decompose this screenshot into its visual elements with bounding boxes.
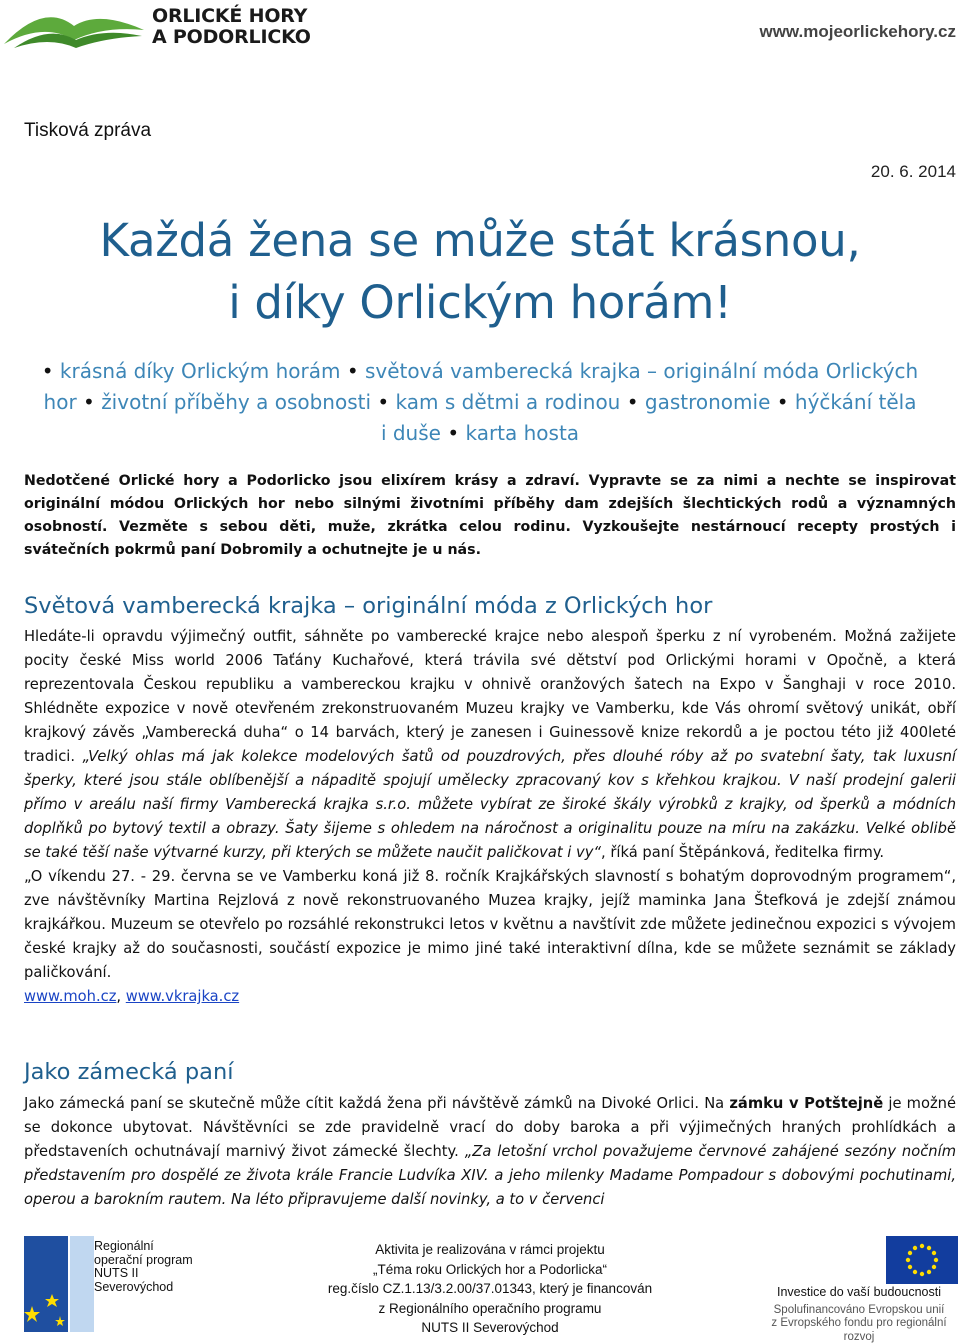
- bullet-icon: •: [346, 359, 359, 383]
- link-vkrajka[interactable]: www.vkrajka.cz: [125, 988, 240, 1005]
- project-info: Aktivita je realizována v rámci projektu „Téma roku Orlických hor a Podorlicka“ reg.číslo CZ.1.13/3.2.00/37.01343, který je financován z Regionálního operačního programu NUTS II Severovýchod: [327, 1242, 653, 1335]
- bullet-icon: •: [377, 390, 390, 414]
- document-type: Tisková zpráva: [24, 120, 152, 141]
- section-body-castle: [24, 1092, 956, 1212]
- title-line-2: i díky Orlickým horám!: [228, 276, 732, 329]
- castle-name: zámku v Potštejně: [729, 1095, 884, 1112]
- link-moh[interactable]: www.moh.cz: [24, 988, 117, 1005]
- lace-quote: „Velký ohlas má jak kolekce modelových šatů od pouzdrových, přes dlouhé róby až po svatební šaty, tak luxusní šperky, které jsou stále oblíbenější a nápaditě spojují umělecky zpracovaný kov s křehkou krajkou. V naší prodejní galerii přímo v areálu naší firmy Vamberecká krajka s.r.o. můžete vybírat ze široké škály výrobků z krajky, od šperků a módních doplňků po bytový textil a obrazy. Šaty šijeme s ohledem na náročnost a originalitu pouze na míru na zakázku. Velké oblibě se také těší naše výtvarné kurzy, při kterých se můžete naučit paličkovat i vy“: [24, 748, 956, 861]
- document-date: 20. 6. 2014: [870, 162, 956, 181]
- bullet-icon: •: [447, 421, 460, 445]
- title-line-1: Každá žena se může stát krásnou,: [99, 214, 861, 267]
- section-body-lace: [24, 625, 956, 1009]
- mountain-logo-icon: [4, 4, 149, 52]
- topic-item: světová vamberecká krajka – originální móda Orlických hor: [43, 359, 919, 414]
- rop-text: Regionální operační program NUTS II Severovýchod: [94, 1239, 193, 1294]
- topic-item: životní příběhy a osobnosti: [101, 390, 372, 414]
- site-url[interactable]: www.mojeorlickehory.cz: [759, 22, 956, 41]
- section-heading-castle: Jako zámecká paní: [24, 1059, 234, 1085]
- logo-wordmark: [152, 6, 311, 48]
- castle-quote: „Za letošní vrchol považujeme červnové zahájené sezóny nočním představením pro dospělé ze života krále Francie Ludvíka XIV. a jeho milenky Madame Pompadour s dobovými pochutinami, operou a barokním rautem. Na léto připravujeme další novinky, a to v červenci: [24, 1143, 957, 1208]
- section-heading-lace: Světová vamberecká krajka – originální móda z Orlických hor: [24, 593, 713, 619]
- topic-item: hýčkání těla i duše: [380, 390, 917, 445]
- bullet-icon: •: [776, 390, 789, 414]
- eu-flag-icon: [886, 1236, 958, 1284]
- topic-item: karta hosta: [465, 421, 580, 445]
- logo-line-1: ORLICKÉ HORY: [152, 5, 308, 27]
- topic-list: [40, 356, 920, 449]
- topic-item: kam s dětmi a rodinou: [395, 390, 621, 414]
- lace-links: www.moh.cz, www.vkrajka.cz: [24, 988, 240, 1005]
- logo-line-2: A PODORLICKO: [152, 26, 311, 48]
- page-title: [0, 210, 960, 334]
- rop-logo: [24, 1236, 204, 1332]
- topic-item: gastronomie: [644, 390, 771, 414]
- topic-item: krásná díky Orlickým horám: [59, 359, 341, 383]
- lace-paragraph-1: Hledáte-li opravdu výjimečný outfit, sáhněte po vamberecké krajce nebo alespoň šperku z ní vyrobeném. Možná zažijete pocity české Miss world 2006 Taťány Kuchařové, která trávila své dětství pod Orlickými horami v Opočně, a která reprezentovala Českou republiku a vambereckou krajku v ohnivě oranžových šatech na Expo v Šanghaji v roce 2010. Shlédněte expozice v nově otevřeném zrekonstruovaném Muzeu krajky ve Vamberku, kde Vás ohromí světový unikát, obří krajkový závěs „Vamberecká duha“ o 14 barvách, který je zanesen i Guinessově knize rekordů a je poctou této již 400leté tradici. „Velký ohlas má jak kolekce modelových šatů od pouzdrových, přes dlouhé róby až po svatební šaty, tak luxusní šperky, které jsou stále oblíbenější a nápaditě spojují umělecky zpracovaný kov s křehkou krajkou. V naší prodejní galerii přímo v areálu naší firmy Vamberecká krajka s.r.o. můžete vybírat ze široké škály výrobků z krajky, od šperků a módních doplňků po bytový textil a obrazy. Šaty šijeme s ohledem na náročnost a originalitu pouze na míru na zakázku. Velké oblibě se také těší naše výtvarné kurzy, při kterých se můžete naučit paličkovat i vy“, říká paní Štěpánková, ředitelka firmy.: [24, 628, 956, 861]
- bullet-icon: •: [83, 390, 95, 414]
- castle-paragraph-1: Jako zámecká paní se skutečně může cítit každá žena při návštěvě zámků na Divoké Orlici. Na zámku v Potštejně je možné se dokonce ubytovat. Návštěvníci se zde pravidelně vrací do doby baroka a při výjimečných hraných prohlídkách a představeních ochutnávají marnivý život zámecké šlechty. „Za letošní vrchol považujeme červnové zahájené sezóny nočním představením pro dospělé ze života krále Francie Ludvíka XIV. a jeho milenky Madame Pompadour s dobovými pochutinami, operou a barokním rautem. Na léto připravujeme další novinky, a to v červenci: [24, 1095, 957, 1208]
- eu-text: Investice do vaší budoucnosti Spolufinancováno Evropskou unií z Evropského fondu pro regionální rozvoj: [771, 1285, 947, 1343]
- bullet-icon: •: [41, 359, 54, 383]
- intro-paragraph: Nedotčené Orlické hory a Podorlicko jsou elixírem krásy a zdraví. Vypravte se za nimi a nechte se inspirovat originální módou Orlických hor nebo silnými životními příběhy dam zdejších šlechtických rodů a významných osobností. Vezměte s sebou děti, muže, zkrátka celou rodinu. Vyzkoušejte nestárnoucí recepty prostých i svátečních pokrmů paní Dobromily a ochutnejte je u nás.: [24, 473, 956, 558]
- brand-logo: [4, 4, 314, 52]
- lace-paragraph-2: „O víkendu 27. - 29. června se ve Vamberku koná již 8. ročník Krajkářských slavností s bohatým doprovodným programem“, zve návštěvníky Martina Rejzlová z nově rekonstruovaného Muzea krajky, jejíž maminka Jana Štefková je zdejší známou krajkářkou. Muzeum se otevřelo po rozsáhlé rekonstrukci letos v květnu a navštívit zde můžete jedinečnou expozici s vývojem české krajky až do současnosti, součástí expozice je mimo jiné také interaktivní dílna, kde se můžete seznámit se základy paličkování.: [24, 868, 956, 981]
- eu-logo: [760, 1236, 958, 1343]
- bullet-icon: •: [626, 390, 639, 414]
